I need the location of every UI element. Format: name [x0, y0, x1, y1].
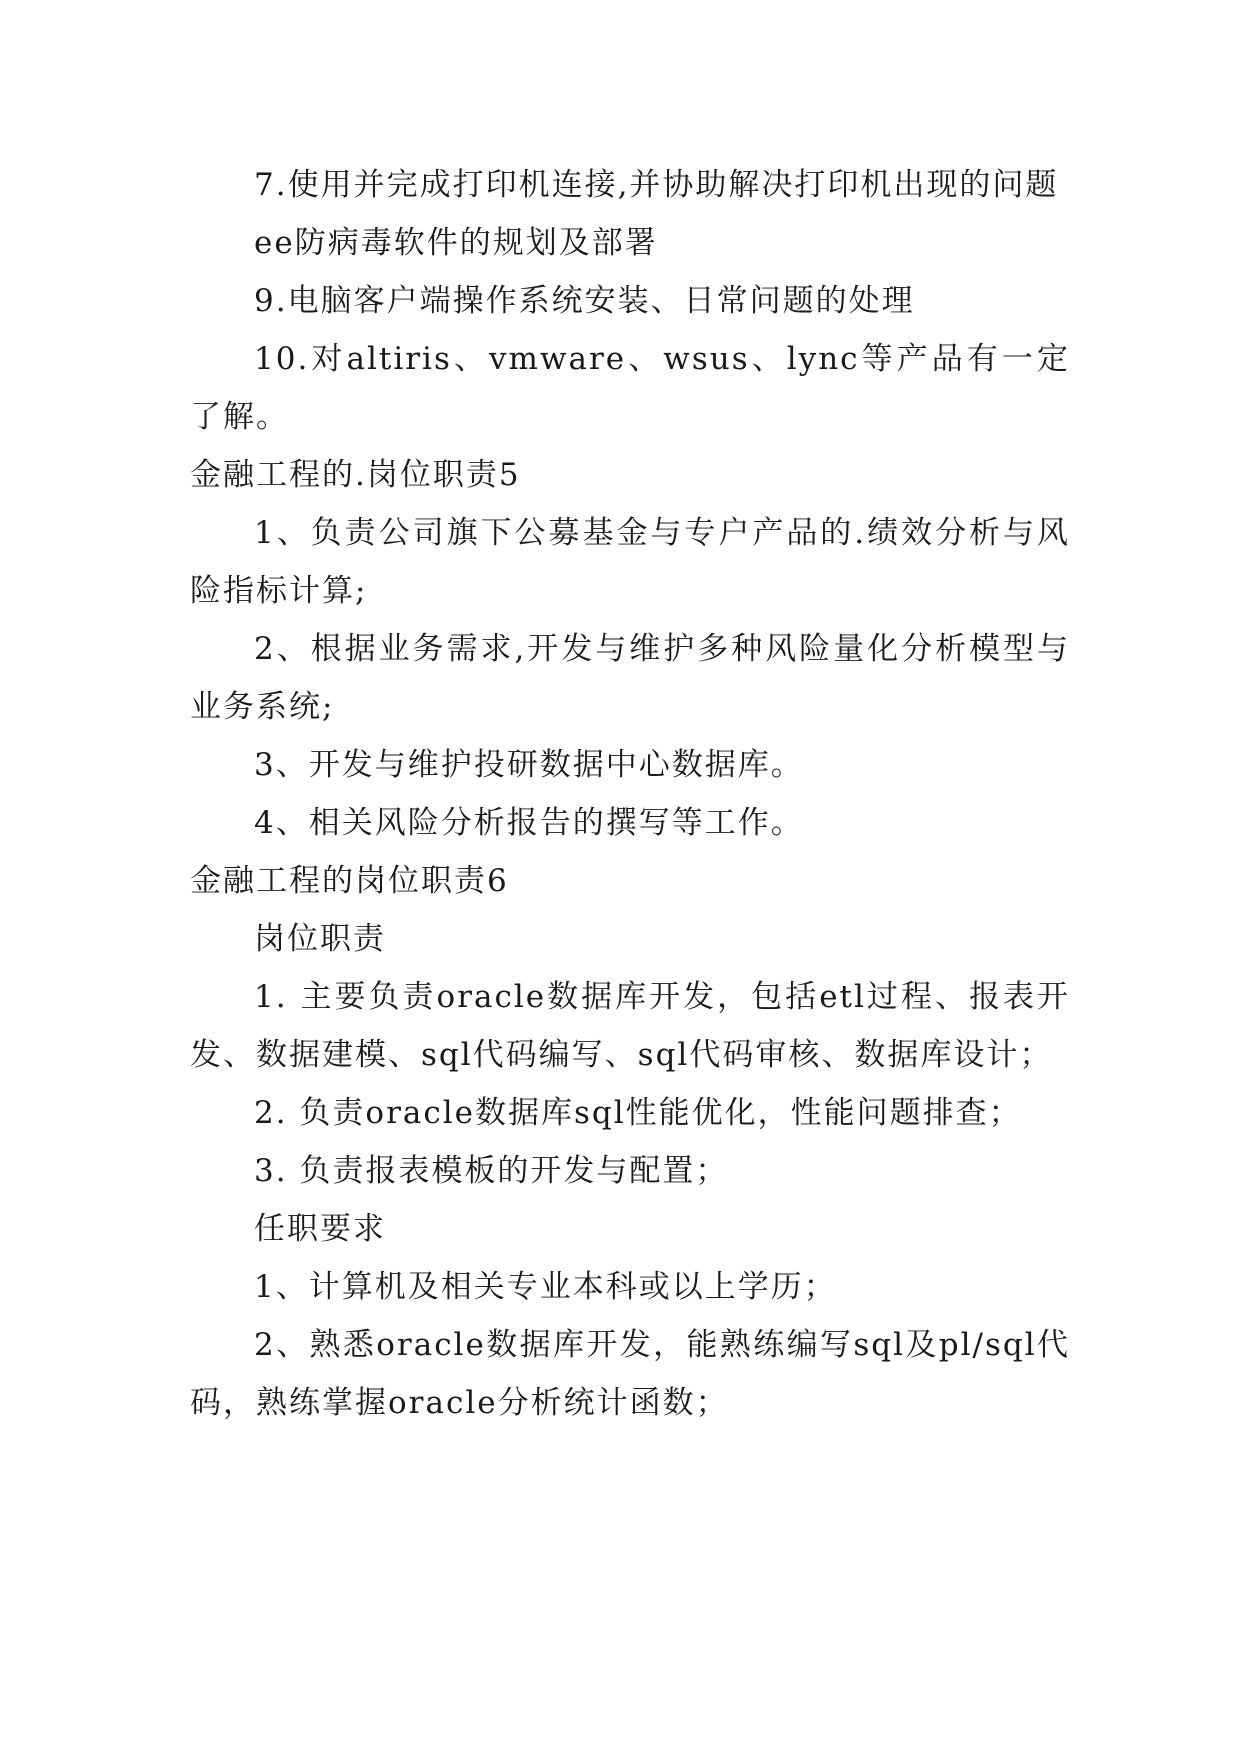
paragraph-item-7-printer: 7.使用并完成打印机连接,并协助解决打印机出现的问题 [254, 167, 1059, 203]
section-heading-6: 金融工程的岗位职责6 [190, 863, 509, 899]
paragraph-responsibility-2: 2. 负责oracle数据库sql性能优化，性能问题排查； [254, 1095, 1022, 1131]
paragraph-duty-4: 4、相关风险分析报告的撰写等工作。 [254, 805, 804, 841]
paragraph-item-9-client-os: 9.电脑客户端操作系统安装、日常问题的处理 [254, 283, 915, 319]
paragraph-duty-2: 2、根据业务需求,开发与维护多种风险量化分析模型与业务系统; [190, 631, 1070, 725]
paragraph-duty-3: 3、开发与维护投研数据中心数据库。 [254, 747, 804, 783]
subheading-requirements: 任职要求 [254, 1211, 386, 1247]
paragraph-item-10-products: 10.对altiris、vmware、wsus、lync等产品有一定了解。 [190, 341, 1070, 435]
paragraph-antivirus: ee防病毒软件的规划及部署 [254, 225, 658, 261]
paragraph-responsibility-3: 3. 负责报表模板的开发与配置； [254, 1153, 729, 1189]
paragraph-requirement-1: 1、计算机及相关专业本科或以上学历； [254, 1269, 837, 1305]
document-body [190, 156, 1070, 1432]
subheading-responsibilities: 岗位职责 [254, 921, 386, 957]
section-heading-5: 金融工程的.岗位职责5 [190, 457, 521, 493]
paragraph-responsibility-1: 1. 主要负责oracle数据库开发，包括etl过程、报表开发、数据建模、sql代码编写、sql代码审核、数据库设计； [190, 979, 1070, 1073]
paragraph-requirement-2: 2、熟悉oracle数据库开发，能熟练编写sql及pl/sql代码，熟练掌握oracle分析统计函数； [190, 1327, 1070, 1421]
paragraph-duty-1: 1、负责公司旗下公募基金与专户产品的.绩效分析与风险指标计算; [190, 515, 1070, 609]
